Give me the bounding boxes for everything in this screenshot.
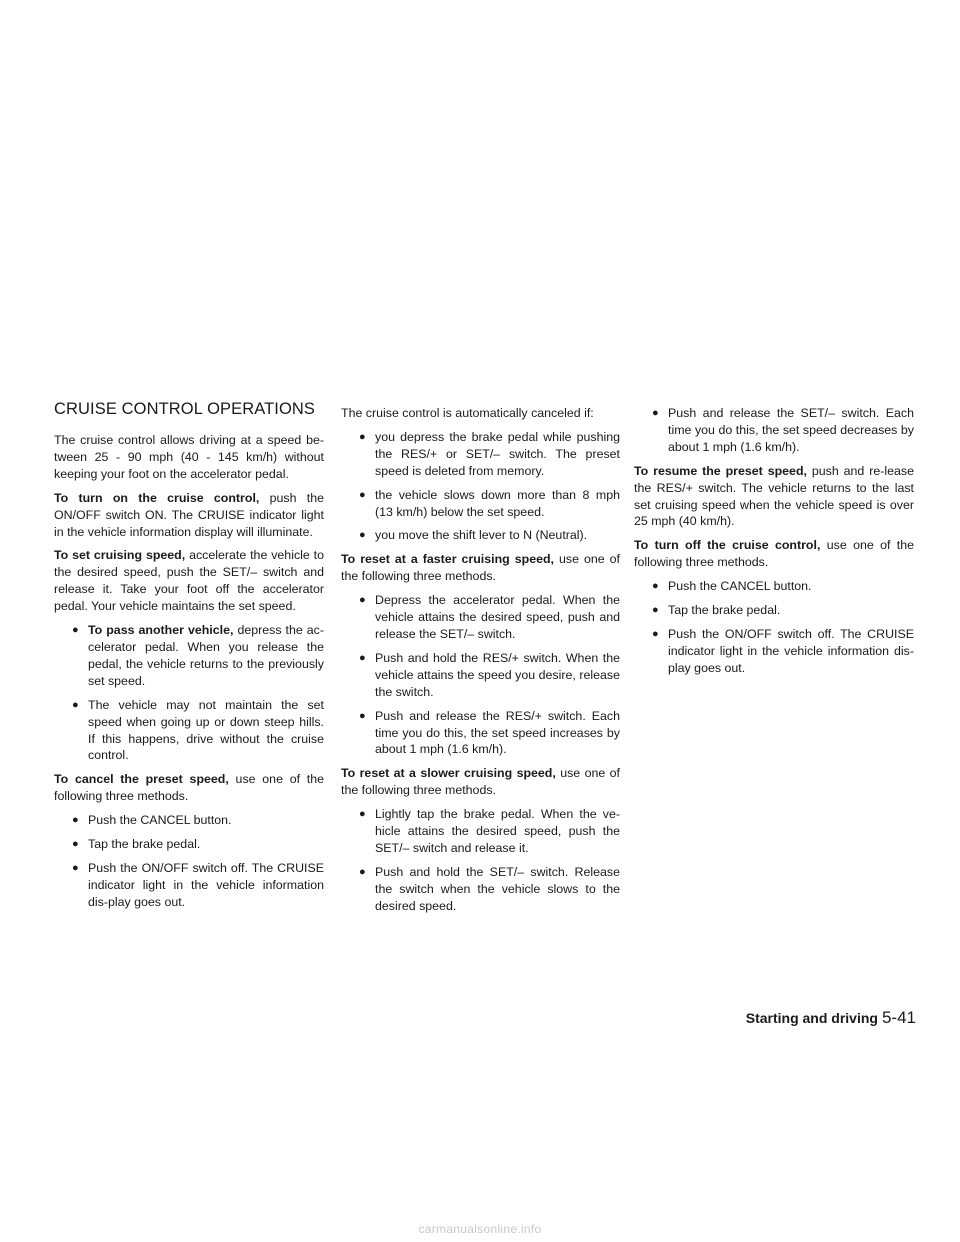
list-item-text: you depress the brake pedal while pushing the RES/+ or SET/– switch. The preset speed is deleted from memory. [375, 429, 620, 478]
list-item [341, 527, 620, 544]
list-item-text: Push and hold the RES/+ switch. When the vehicle attains the speed you desire, release the switch. [375, 650, 620, 699]
footer-section-title: Starting and driving [745, 1010, 878, 1026]
auto-cancel-list [341, 429, 620, 544]
bullet-icon: ● [652, 604, 659, 617]
list-item [341, 806, 620, 857]
list-item [634, 578, 914, 595]
bullet-icon: ● [72, 698, 79, 711]
faster-list [341, 592, 620, 758]
faster-text: use one of the following three methods. [341, 552, 620, 584]
turn-off-list [634, 578, 914, 677]
list-item-text: Push the ON/OFF switch off. The CRUISE indicator light in the vehicle information dis-play goes out. [668, 626, 914, 675]
bullet-icon: ● [359, 709, 366, 722]
resume-paragraph [634, 463, 914, 531]
list-item [634, 405, 914, 456]
list-item [341, 650, 620, 701]
bullet-icon: ● [72, 838, 79, 851]
list-item [54, 622, 324, 690]
slower-list [341, 806, 620, 914]
slower-lead: To reset at a slower cruising speed, [341, 766, 556, 781]
list-item [634, 602, 914, 619]
bullet-icon: ● [359, 808, 366, 821]
bullet-icon: ● [652, 627, 659, 640]
set-speed-list [54, 622, 324, 764]
list-item-text: Tap the brake pedal. [88, 837, 201, 852]
list-item [54, 860, 324, 911]
cancel-lead: To cancel the preset speed, [54, 772, 229, 787]
page-footer [746, 1008, 916, 1028]
resume-lead: To resume the preset speed, [634, 463, 807, 478]
slower-list-continued [634, 405, 914, 456]
list-item [341, 487, 620, 521]
list-item [341, 592, 620, 643]
list-item-text: Push the CANCEL button. [88, 813, 232, 828]
turn-off-paragraph [634, 537, 914, 571]
bullet-icon: ● [652, 407, 659, 419]
cancel-text: use one of the following three methods. [54, 772, 325, 804]
turn-off-lead: To turn off the cruise control, [634, 538, 821, 553]
slower-paragraph [341, 765, 620, 799]
list-item-text: Tap the brake pedal. [668, 603, 781, 618]
list-item-text: you move the shift lever to N (Neutral). [375, 528, 588, 543]
resume-text: push and re-lease the RES/+ switch. The vehicle returns to the last set cruising speed when the vehicle speed is over 25 mph (40 km/h). [634, 463, 914, 529]
turn-on-text: push the ON/OFF switch ON. The CRUISE indicator light in the vehicle information display will illuminate. [54, 490, 324, 539]
list-item [54, 812, 324, 829]
faster-lead: To reset at a faster cruising speed, [341, 552, 554, 567]
list-item-text: Lightly tap the brake pedal. When the ve-hicle attains the desired speed, push the SET/– switch and release it. [375, 807, 620, 855]
page-number: 5-41 [881, 1008, 916, 1027]
list-item-text: the vehicle slows down more than 8 mph (13 km/h) below the set speed. [375, 487, 620, 519]
set-speed-lead: To set cruising speed, [54, 548, 186, 563]
bullet-icon: ● [359, 651, 366, 664]
turn-on-lead: To turn on the cruise control, [54, 490, 260, 505]
column-1 [54, 400, 325, 918]
list-item [341, 429, 620, 480]
list-item-text: Push the ON/OFF switch off. The CRUISE indicator light in the vehicle information dis-play goes out. [88, 860, 324, 909]
section-title: CRUISE CONTROL OPERATIONS [54, 400, 316, 418]
turn-on-paragraph [54, 490, 324, 541]
pass-vehicle-lead: To pass another vehicle, [88, 623, 234, 638]
list-item [341, 864, 620, 915]
list-item [54, 697, 324, 765]
list-item-text: The vehicle may not maintain the set speed when going up or down steep hills. If this happens, drive without the cruise control. [88, 697, 324, 763]
bullet-icon: ● [72, 624, 79, 637]
bullet-icon: ● [359, 865, 366, 878]
turn-off-text: use one of the following three methods. [634, 538, 914, 570]
list-item [341, 708, 620, 759]
list-item [54, 836, 324, 853]
bullet-icon: ● [359, 430, 366, 443]
set-speed-paragraph [54, 547, 324, 615]
watermark: carmanualsonline.info [418, 1222, 542, 1236]
list-item-text: Push and release the RES/+ switch. Each time you do this, the set speed increases by about 1 mph (1.6 km/h). [375, 708, 620, 757]
auto-cancel-paragraph: The cruise control is automatically canceled if: [341, 406, 594, 420]
list-item-text: Push and hold the SET/– switch. Release the switch when the vehicle slows to the desired speed. [375, 864, 620, 913]
list-item-text: Depress the accelerator pedal. When the vehicle attains the desired speed, push and release the SET/– switch. [375, 593, 620, 641]
list-item [634, 626, 914, 677]
list-item-text: Push and release the SET/– switch. Each time you do this, the set speed decreases by about 1 mph (1.6 km/h). [668, 406, 914, 454]
bullet-icon: ● [359, 488, 366, 501]
intro-paragraph: The cruise control allows driving at a speed be-tween 25 - 90 mph (40 - 145 km/h) without keeping your foot on the accelerator pedal. [54, 433, 324, 481]
bullet-icon: ● [359, 529, 366, 542]
list-item-text: depress the ac-celerator pedal. When you release the pedal, the vehicle returns to the previously set speed. [88, 623, 324, 688]
faster-paragraph [341, 551, 620, 585]
list-item-text: Push the CANCEL button. [668, 579, 812, 594]
slower-text: use one of the following three methods. [341, 766, 620, 798]
set-speed-text: accelerate the vehicle to the desired speed, push the SET/– switch and release it. Take your foot off the accelerator pedal. Your vehicle maintains the set speed. [54, 548, 324, 614]
bullet-icon: ● [359, 594, 366, 607]
bullet-icon: ● [72, 861, 79, 874]
column-3 [634, 405, 914, 684]
cancel-paragraph [54, 771, 324, 805]
cancel-list [54, 812, 324, 911]
column-2 [341, 405, 620, 922]
bullet-icon: ● [72, 814, 79, 827]
bullet-icon: ● [652, 580, 659, 593]
